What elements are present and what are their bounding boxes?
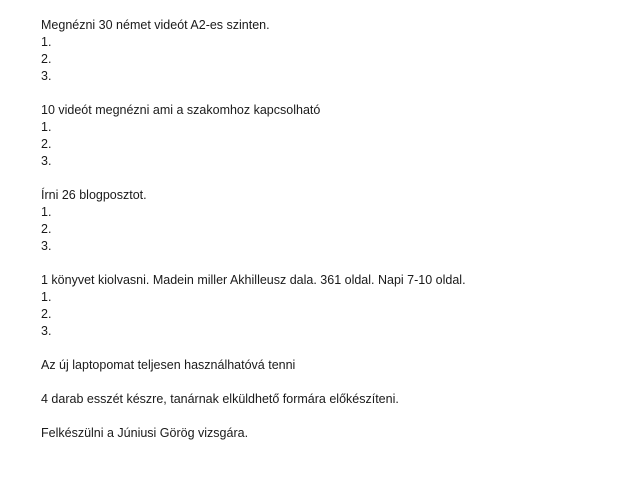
- list-item: 3.: [41, 239, 52, 253]
- goal-heading: 4 darab esszét készre, tanárnak elküldhető formára előkészíteni.: [41, 392, 399, 406]
- blank-line: [41, 374, 640, 391]
- list-item: 3.: [41, 69, 52, 83]
- goal-heading: Megnézni 30 német videót A2-es szinten.: [41, 18, 270, 32]
- list-item: 1.: [41, 205, 52, 219]
- blank-line: [41, 408, 640, 425]
- list-item: 1.: [41, 120, 52, 134]
- list-item: 2.: [41, 307, 52, 321]
- blank-line: [41, 85, 640, 102]
- list-item: 1.: [41, 290, 52, 304]
- list-item: 1.: [41, 35, 52, 49]
- list-item: 3.: [41, 154, 52, 168]
- goal-heading: 1 könyvet kiolvasni. Madein miller Akhilleusz dala. 361 oldal. Napi 7-10 oldal.: [41, 273, 466, 287]
- list-item: 2.: [41, 222, 52, 236]
- blank-line: [41, 340, 640, 357]
- list-item: 2.: [41, 52, 52, 66]
- list-item: 2.: [41, 137, 52, 151]
- list-item: 3.: [41, 324, 52, 338]
- goal-heading: 10 videót megnézni ami a szakomhoz kapcsolható: [41, 103, 321, 117]
- blank-line: [41, 255, 640, 272]
- goal-heading: Az új laptopomat teljesen használhatóvá tenni: [41, 358, 296, 372]
- blank-line: [41, 170, 640, 187]
- goal-heading: Felkészülni a Júniusi Görög vizsgára.: [41, 426, 249, 440]
- goal-heading: Írni 26 blogposztot.: [41, 188, 147, 202]
